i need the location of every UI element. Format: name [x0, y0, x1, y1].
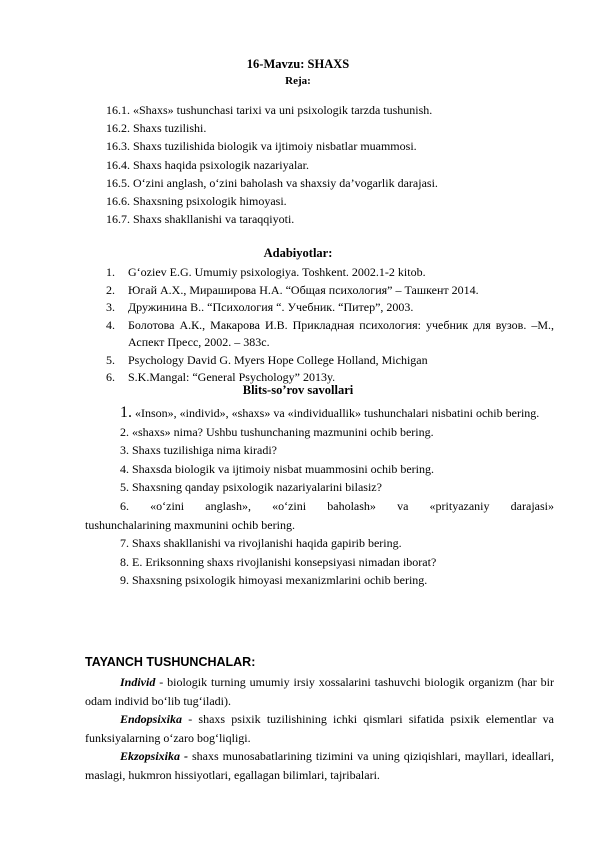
term-name: Endopsixika	[120, 712, 183, 727]
reference-item	[106, 299, 554, 317]
plan-item: 16.1. «Shaxs» tushunchasi tarixi va uni psixologik tarzda tushunish.	[106, 103, 433, 117]
reference-number: 4.	[106, 317, 115, 332]
key-terms-heading: TAYANCH TUSHUNCHALAR:	[85, 655, 256, 669]
question-item: 6. «o‘zini anglash», «o‘zini baholash» va «prityazaniy darajasi»	[120, 498, 554, 513]
plan-item: 16.6. Shaxsning psixologik himoyasi.	[106, 194, 287, 209]
question-item: 2. «shaxs» nima? Ushbu tushunchaning mazmunini ochib bering.	[120, 424, 434, 439]
term-text: shaxs munosabatlarining tizimini va uning qiziqishlari, mayllari, ideallari, maslagi, hukmron hissiyotlari, egallagan bilimlari, tajribalari.	[85, 749, 554, 782]
reference-number: 6.	[106, 370, 115, 384]
reference-text: Болотова А.К., Макарова И.В. Прикладная психология: учебник для вузов. –М., Аспект Пресс, 2002. – 383с.	[128, 317, 554, 349]
question-item: 4. Shaxsda biologik va ijtimoiy nisbat muammosini ochib bering.	[120, 461, 434, 476]
reference-number: 5.	[106, 352, 115, 367]
term-text: - shaxs psixik tuzilishining ichki qismlari sifatida psixik elementlar va funksiyalarning o‘zaro bog‘liqligi.	[85, 712, 554, 745]
reference-text: G‘oziev E.G. Umumiy psixologiya. Toshkent. 2002.1-2 kitob.	[128, 265, 426, 279]
term-name: Ekzopsixika -	[120, 749, 188, 764]
reference-item	[106, 352, 554, 370]
plan-item: 16.7. Shaxs shakllanishi va taraqqiyoti.	[106, 212, 295, 227]
question-item: 7. Shaxs shakllanishi va rivojlanishi haqida gapirib bering.	[120, 536, 402, 551]
plan-item: 16.2. Shaxs tuzilishi.	[106, 121, 207, 136]
question-text: «Inson», «individ», «shaxs» va «individuallik» tushunchalari nisbatini ochib bering.	[132, 406, 540, 420]
plan-item: 16.3. Shaxs tuzilishida biologik va ijtimoiy nisbatlar muammosi.	[106, 139, 417, 154]
plan-list	[106, 101, 438, 228]
reference-text: Дружинина В.. “Психология “. Учебник. “Питер”, 2003.	[128, 300, 414, 314]
key-terms	[85, 673, 554, 785]
term-definition	[85, 747, 554, 784]
reference-number: 1.	[106, 265, 115, 279]
reference-number: 3.	[106, 300, 115, 314]
reference-text: S.K.Mangal: “General Psychology” 2013y.	[128, 370, 336, 384]
term-name: Individ	[120, 675, 156, 689]
blits-heading: Blits-so’rov savollari	[242, 383, 354, 397]
question-item-continuation: tushunchalarining maxmunini ochib bering.	[85, 517, 295, 532]
term-definition	[85, 710, 554, 747]
page-title: 16-Mavzu: SHAXS	[246, 57, 350, 71]
question-item: 3. Shaxs tuzilishiga nima kiradi?	[120, 443, 277, 458]
references-heading: Adabiyotlar:	[263, 246, 333, 260]
question-item	[85, 404, 554, 423]
references-list	[106, 264, 554, 387]
reference-item	[106, 282, 554, 300]
reference-item	[106, 317, 554, 352]
plan-item: 16.5. O‘zini anglash, o‘zini baholash va shaxsiy da’vogarlik darajasi.	[106, 175, 438, 190]
blits-questions	[85, 404, 554, 590]
plan-item: 16.4. Shaxs haqida psixologik nazariyalar.	[106, 157, 309, 172]
reference-text: Югай А.Х., Мираширова Н.А. “Общая психология” – Ташкент 2014.	[128, 282, 479, 297]
reference-number: 2.	[106, 282, 115, 297]
term-text: - biologik turning umumiy irsiy xossalarini tashuvchi biologik organizm (har bir odam individ bo‘lib tug‘iladi).	[85, 675, 554, 708]
reference-item	[106, 264, 554, 282]
question-item: 8. E. Eriksonning shaxs rivojlanishi konsepsiyasi nimadan iborat?	[120, 554, 437, 569]
question-item: 5. Shaxsning qanday psixologik nazariyalarini bilasiz?	[120, 480, 382, 495]
question-item: 9. Shaxsning psixologik himoyasi mexanizmlarini ochib bering.	[120, 573, 428, 588]
page-subtitle: Reja:	[285, 75, 311, 87]
term-definition	[85, 673, 554, 710]
question-number: 1.	[120, 404, 132, 421]
reference-text: Psychology David G. Myers Hope College Holland, Michigan	[128, 352, 428, 367]
